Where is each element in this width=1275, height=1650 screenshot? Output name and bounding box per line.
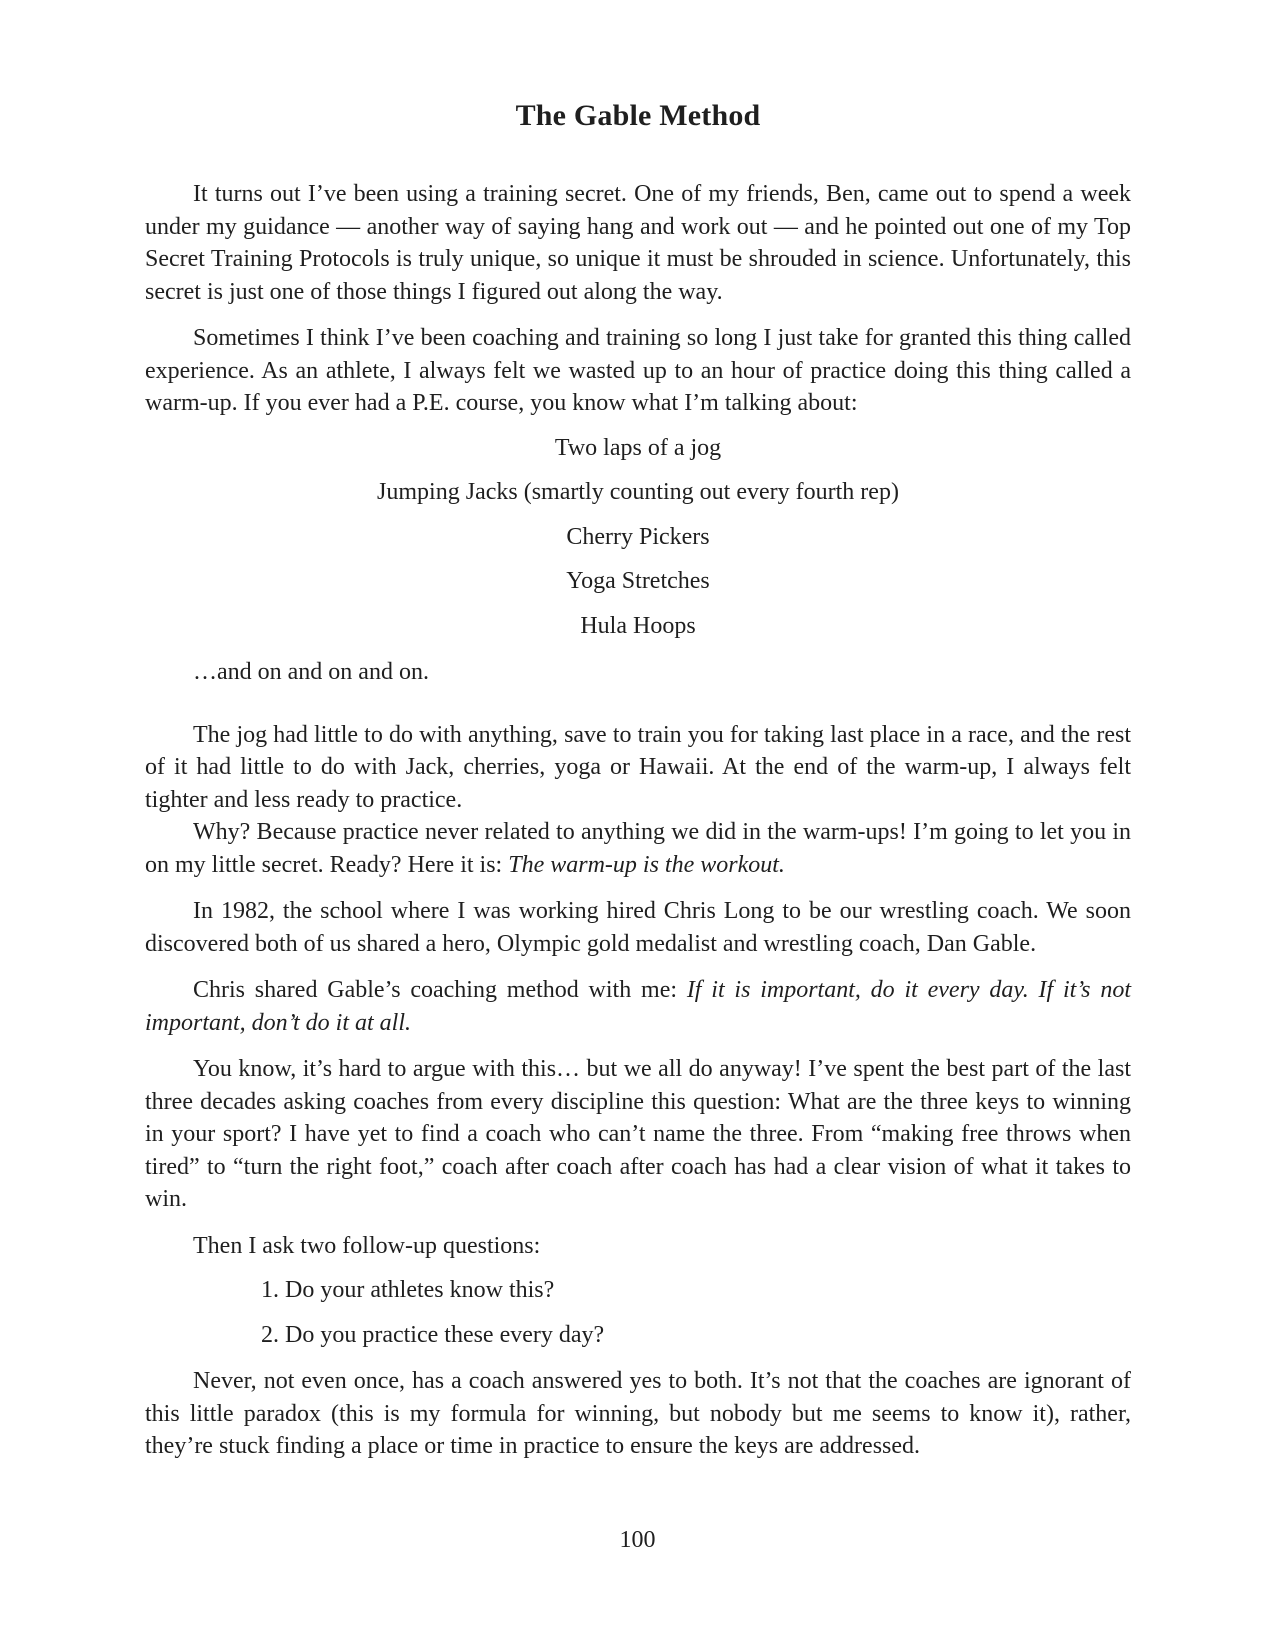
text-run: Then I ask two follow-up questions: xyxy=(193,1232,541,1259)
paragraph xyxy=(145,322,1131,420)
centered-line xyxy=(145,432,1131,465)
paragraph xyxy=(145,178,1131,308)
text-run: The jog had little to do with anything, save to train you for taking last place in a race, and the rest of it had little to do with Jack, cherries, yoga or Hawaii. At the end of the warm-up, I always felt tighter and less ready to practice. xyxy=(145,721,1131,813)
centered-line xyxy=(145,521,1131,554)
paragraph xyxy=(145,1053,1131,1216)
text-run: Chris shared Gable’s coaching method with me: xyxy=(193,977,687,1003)
paragraph xyxy=(145,656,1131,689)
text-run: Never, not even once, has a coach answered yes to both. It’s not that the coaches are ignorant of this little paradox (this is my formula for winning, but nobody but me seems to know it), rather, they’re stuck finding a place or time in practice to ensure the keys are addressed. xyxy=(145,1368,1131,1459)
text-run: …and on and on and on. xyxy=(193,659,429,685)
paragraph xyxy=(145,895,1131,960)
page-number: 100 xyxy=(619,1527,656,1553)
paragraph xyxy=(145,1230,1131,1263)
paragraph xyxy=(145,974,1131,1039)
italic-text: If it is important, do it every day. If it’s not important, don’t do it at all. xyxy=(145,977,1131,1036)
paragraph xyxy=(145,1365,1131,1463)
text-block xyxy=(145,98,1131,1463)
paragraph xyxy=(145,816,1131,881)
text-run: Two laps of a jog xyxy=(554,434,722,461)
text-run: Yoga Stretches xyxy=(566,568,710,594)
text-run: It turns out I’ve been using a training secret. One of my friends, Ben, came out to spend a week under my guidance — another way of saying hang and work out — and he pointed out one of my Top Secret Training Protocols is truly unique, so unique it must be shrouded in science. Unfortunately, this secret is just one of those things I figured out along the way. xyxy=(145,181,1131,305)
centered-line xyxy=(145,476,1131,509)
text-run: 1. xyxy=(261,1277,285,1303)
italic-text: The warm-up is the workout. xyxy=(508,851,785,878)
numbered-item xyxy=(145,1274,1131,1307)
paragraph xyxy=(145,719,1131,817)
text-run: Do you practice these every day? xyxy=(285,1321,605,1348)
centered-line xyxy=(145,610,1131,643)
text-run: Hula Hoops xyxy=(580,612,696,639)
text-run: Why? Because practice never related to anything we did in the warm-ups! I’m going to let you in on my little secret. Ready? Here it is: xyxy=(145,819,1131,878)
centered-line xyxy=(145,565,1131,598)
text-run: 2. xyxy=(261,1321,285,1348)
text-run: Do your athletes know this? xyxy=(285,1277,555,1303)
text-run: You know, it’s hard to argue with this… but we all do anyway! I’ve spent the best part of the last three decades asking coaches from every discipline this question: What are the three keys to winning in your sport? I have yet to find a coach who can’t name the three. From “making free throws when tired” to “turn the right foot,” coach after coach after coach has had a clear vision of what it takes to win. xyxy=(145,1056,1131,1212)
text-run: In 1982, the school where I was working hired Chris Long to be our wrestling coach. We soon discovered both of us shared a hero, Olympic gold medalist and wrestling coach, Dan Gable. xyxy=(145,898,1131,957)
text-run: Sometimes I think I’ve been coaching and training so long I just take for granted this thing called experience. As an athlete, I always felt we wasted up to an hour of practice doing this thing called a warm-up. If you ever had a P.E. course, you know what I’m talking about: xyxy=(145,325,1131,416)
page-title: The Gable Method xyxy=(515,99,761,132)
numbered-item xyxy=(145,1319,1131,1352)
text-run: Jumping Jacks (smartly counting out every fourth rep) xyxy=(377,479,899,505)
page-content xyxy=(145,178,1131,1463)
text-run: Cherry Pickers xyxy=(566,523,710,550)
